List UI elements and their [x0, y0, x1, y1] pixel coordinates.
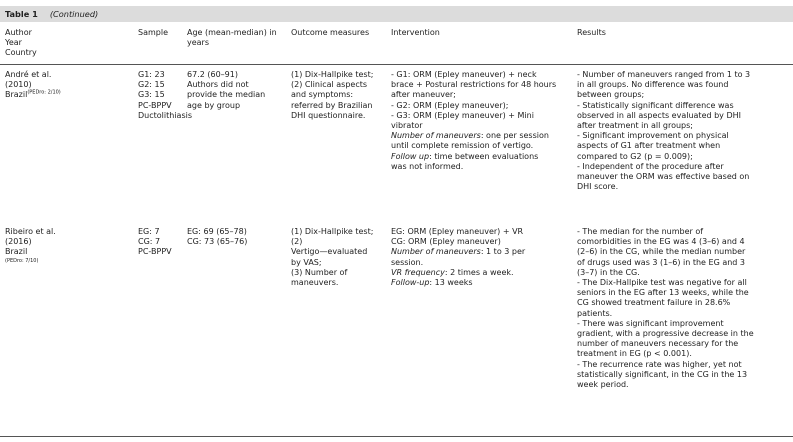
- outcome-line: (2): [291, 237, 303, 247]
- result-line: week period.: [577, 380, 629, 390]
- outcome-line: (1) Dix-Hallpike test;: [291, 227, 374, 236]
- result-line: seniors in the EG after 13 weeks, while the: [577, 288, 749, 298]
- row2-outcome: [291, 227, 391, 288]
- followup-label: Follow up: [391, 151, 430, 161]
- table-continued: (Continued): [49, 8, 99, 19]
- sample-line: Ductolithiasis: [138, 110, 192, 120]
- row2-age: [187, 227, 287, 247]
- header-results: [577, 28, 606, 38]
- age-line: age by group: [187, 100, 241, 110]
- author-country: Brazil: [5, 90, 28, 100]
- header-intervention: [391, 28, 440, 38]
- maneuvers-text: until complete remission of vertigo.: [391, 141, 534, 151]
- intervention-line: - G3: ORM (Epley maneuver) + Mini: [391, 110, 534, 120]
- row2-sample: [138, 227, 188, 258]
- author-line: (2010): [5, 80, 32, 90]
- vr-frequency-text: : 2 times a week.: [444, 267, 514, 277]
- outcome-line: Vertigo—evaluated: [291, 247, 368, 257]
- intervention-line: vibrator: [391, 121, 423, 131]
- outcome-line: DHI questionnaire.: [291, 110, 366, 120]
- intervention-line: - G1: ORM (Epley maneuver) + neck: [391, 70, 537, 79]
- sample-line: G1: 23: [138, 70, 165, 79]
- result-line: CG showed treatment failure in 28.6%: [577, 298, 731, 308]
- author-line: Ribeiro et al.: [5, 227, 56, 236]
- table-title-bar: [0, 6, 793, 22]
- outcome-line: by VAS;: [291, 257, 322, 267]
- table-number: Table 1: [5, 8, 38, 19]
- intervention-line: after maneuver;: [391, 90, 456, 100]
- result-line: in all groups. No difference was found: [577, 80, 729, 90]
- result-line: - Independent of the procedure after: [577, 161, 724, 171]
- header-outcome-label: Outcome measures: [291, 28, 370, 37]
- outcome-line: maneuvers.: [291, 278, 339, 288]
- header-author-line: Country: [5, 48, 37, 58]
- intervention-line: CG: ORM (Epley maneuver): [391, 237, 501, 247]
- row2-intervention: [391, 227, 576, 288]
- sample-line: EG: 7: [138, 227, 160, 236]
- followup-text: : 13 weeks: [429, 278, 473, 288]
- header-divider: [0, 64, 793, 65]
- age-line: 67.2 (60–91): [187, 70, 238, 79]
- age-line: provide the median: [187, 90, 266, 100]
- result-line: - There was significant improvement: [577, 318, 724, 328]
- pedro-score: (PEDro: 2/10): [27, 89, 61, 96]
- maneuvers-text: : 1 to 3 per: [480, 247, 526, 257]
- result-line: of drugs used was 3 (1–6) in the EG and 3: [577, 257, 746, 267]
- vr-frequency-label: VR frequency: [391, 267, 445, 277]
- row2-results: [577, 227, 787, 390]
- result-line: maneuver the ORM was effective based on: [577, 172, 750, 182]
- intervention-line: EG: ORM (Epley maneuver) + VR: [391, 227, 524, 236]
- outcome-line: (2) Clinical aspects: [291, 80, 368, 90]
- result-line: - Number of maneuvers ranged from 1 to 3: [577, 70, 751, 79]
- author-line: André et al.: [5, 70, 52, 79]
- result-line: - The Dix-Hallpike test was negative for all: [577, 278, 747, 288]
- sample-line: PC-BPPV: [138, 100, 172, 110]
- header-author-line: Author: [5, 28, 32, 37]
- maneuvers-label: Number of maneuvers: [391, 247, 481, 257]
- intervention-line: - G2: ORM (Epley maneuver);: [391, 100, 509, 110]
- result-line: aspects of G1 after treatment when: [577, 141, 721, 151]
- age-line: EG: 69 (65–78): [187, 227, 247, 236]
- result-line: after treatment in all groups;: [577, 121, 693, 131]
- age-line: CG: 73 (65–76): [187, 237, 248, 247]
- followup-text: was not informed.: [391, 161, 464, 171]
- header-age-line: years: [187, 38, 210, 48]
- header-age-line: Age (mean-median) in: [187, 28, 277, 37]
- header-intervention-label: Intervention: [391, 28, 440, 37]
- result-line: treatment in EG (p < 0.001).: [577, 349, 692, 359]
- maneuvers-text: session.: [391, 257, 424, 267]
- result-line: between groups;: [577, 90, 645, 100]
- sample-line: CG: 7: [138, 237, 161, 247]
- maneuvers-text: : one per session: [480, 131, 549, 141]
- result-line: compared to G2 (p = 0.009);: [577, 151, 693, 161]
- result-line: patients.: [577, 308, 613, 318]
- author-country: Brazil: [5, 247, 28, 257]
- followup-text: : time between evaluations: [429, 151, 539, 161]
- result-line: statistically significant, in the CG in the 13: [577, 369, 748, 379]
- row1-outcome: [291, 70, 391, 121]
- header-sample-label: Sample: [138, 28, 168, 37]
- header-author: [5, 28, 125, 59]
- result-line: - Statistically significant difference was: [577, 100, 734, 110]
- maneuvers-label: Number of maneuvers: [391, 131, 481, 141]
- row1-sample: [138, 70, 192, 121]
- outcome-line: (3) Number of: [291, 267, 348, 277]
- outcome-line: and symptoms:: [291, 90, 354, 100]
- row1-results: [577, 70, 787, 192]
- sample-line: G2: 15: [138, 80, 165, 90]
- table-bottom-rule: [0, 436, 793, 437]
- outcome-line: (1) Dix-Hallpike test;: [291, 70, 374, 79]
- result-line: (2–6) in the CG, while the median number: [577, 247, 746, 257]
- header-sample: [138, 28, 168, 38]
- result-line: gradient, with a progressive decrease in the: [577, 329, 754, 339]
- author-line: (2016): [5, 237, 32, 247]
- pedro-score: (PEDro: 7/10): [5, 257, 39, 264]
- result-line: number of maneuvers necessary for the: [577, 339, 739, 349]
- outcome-line: referred by Brazilian: [291, 100, 373, 110]
- row2-author: [5, 227, 130, 265]
- result-line: observed in all aspects evaluated by DHI: [577, 110, 741, 120]
- sample-line: PC-BPPV: [138, 247, 172, 257]
- result-line: - The median for the number of: [577, 227, 704, 236]
- age-line: Authors did not: [187, 80, 249, 90]
- header-author-line: Year: [5, 38, 22, 48]
- result-line: - Significant improvement on physical: [577, 131, 729, 141]
- header-age: [187, 28, 297, 48]
- sample-line: G3: 15: [138, 90, 165, 100]
- header-results-label: Results: [577, 28, 606, 37]
- row1-author: [5, 70, 130, 101]
- result-line: comorbidities in the EG was 4 (3–6) and 4: [577, 237, 745, 247]
- result-line: DHI score.: [577, 182, 619, 192]
- row1-intervention: [391, 70, 576, 172]
- followup-label: Follow-up: [391, 278, 430, 288]
- result-line: (3–7) in the CG.: [577, 267, 640, 277]
- intervention-line: brace + Postural restrictions for 48 hours: [391, 80, 557, 90]
- header-outcome: [291, 28, 369, 38]
- row1-age: [187, 70, 287, 111]
- result-line: - The recurrence rate was higher, yet not: [577, 359, 742, 369]
